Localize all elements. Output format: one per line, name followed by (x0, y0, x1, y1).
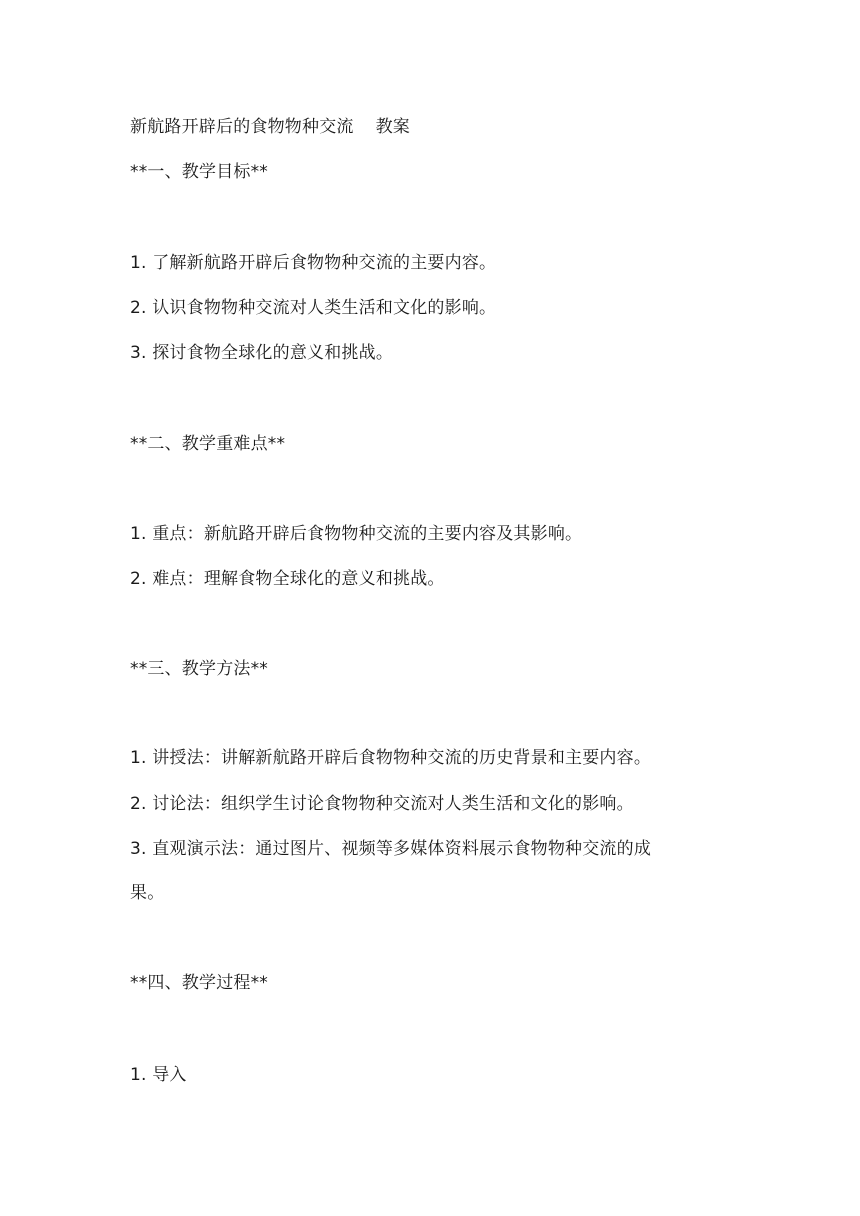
list-item: 1. 重点：新航路开辟后食物物种交流的主要内容及其影响。 (130, 524, 583, 544)
document-title-suffix: 教案 (375, 117, 411, 137)
document-title (130, 115, 410, 139)
list-item: 1. 导入 (130, 1065, 187, 1085)
list-item: 1. 讲授法：讲解新航路开辟后食物物种交流的历史背景和主要内容。 (130, 748, 652, 768)
list-item: 1. 了解新航路开辟后食物物种交流的主要内容。 (130, 253, 497, 273)
section-heading-objectives: **一、教学目标** (130, 162, 268, 182)
section-heading-key-points: **二、教学重难点** (130, 434, 286, 454)
list-item-continuation: 果。 (130, 883, 165, 903)
document-title-text: 新航路开辟后的食物物种交流 (130, 117, 354, 137)
list-item: 2. 难点：理解食物全球化的意义和挑战。 (130, 569, 445, 589)
list-item: 2. 认识食物物种交流对人类生活和文化的影响。 (130, 298, 497, 318)
section-heading-process: **四、教学过程** (130, 973, 268, 993)
list-item: 2. 讨论法：组织学生讨论食物物种交流对人类生活和文化的影响。 (130, 794, 634, 814)
section-heading-methods: **三、教学方法** (130, 659, 268, 679)
list-item: 3. 直观演示法：通过图片、视频等多媒体资料展示食物物种交流的成 (130, 839, 652, 859)
list-item: 3. 探讨食物全球化的意义和挑战。 (130, 343, 394, 363)
